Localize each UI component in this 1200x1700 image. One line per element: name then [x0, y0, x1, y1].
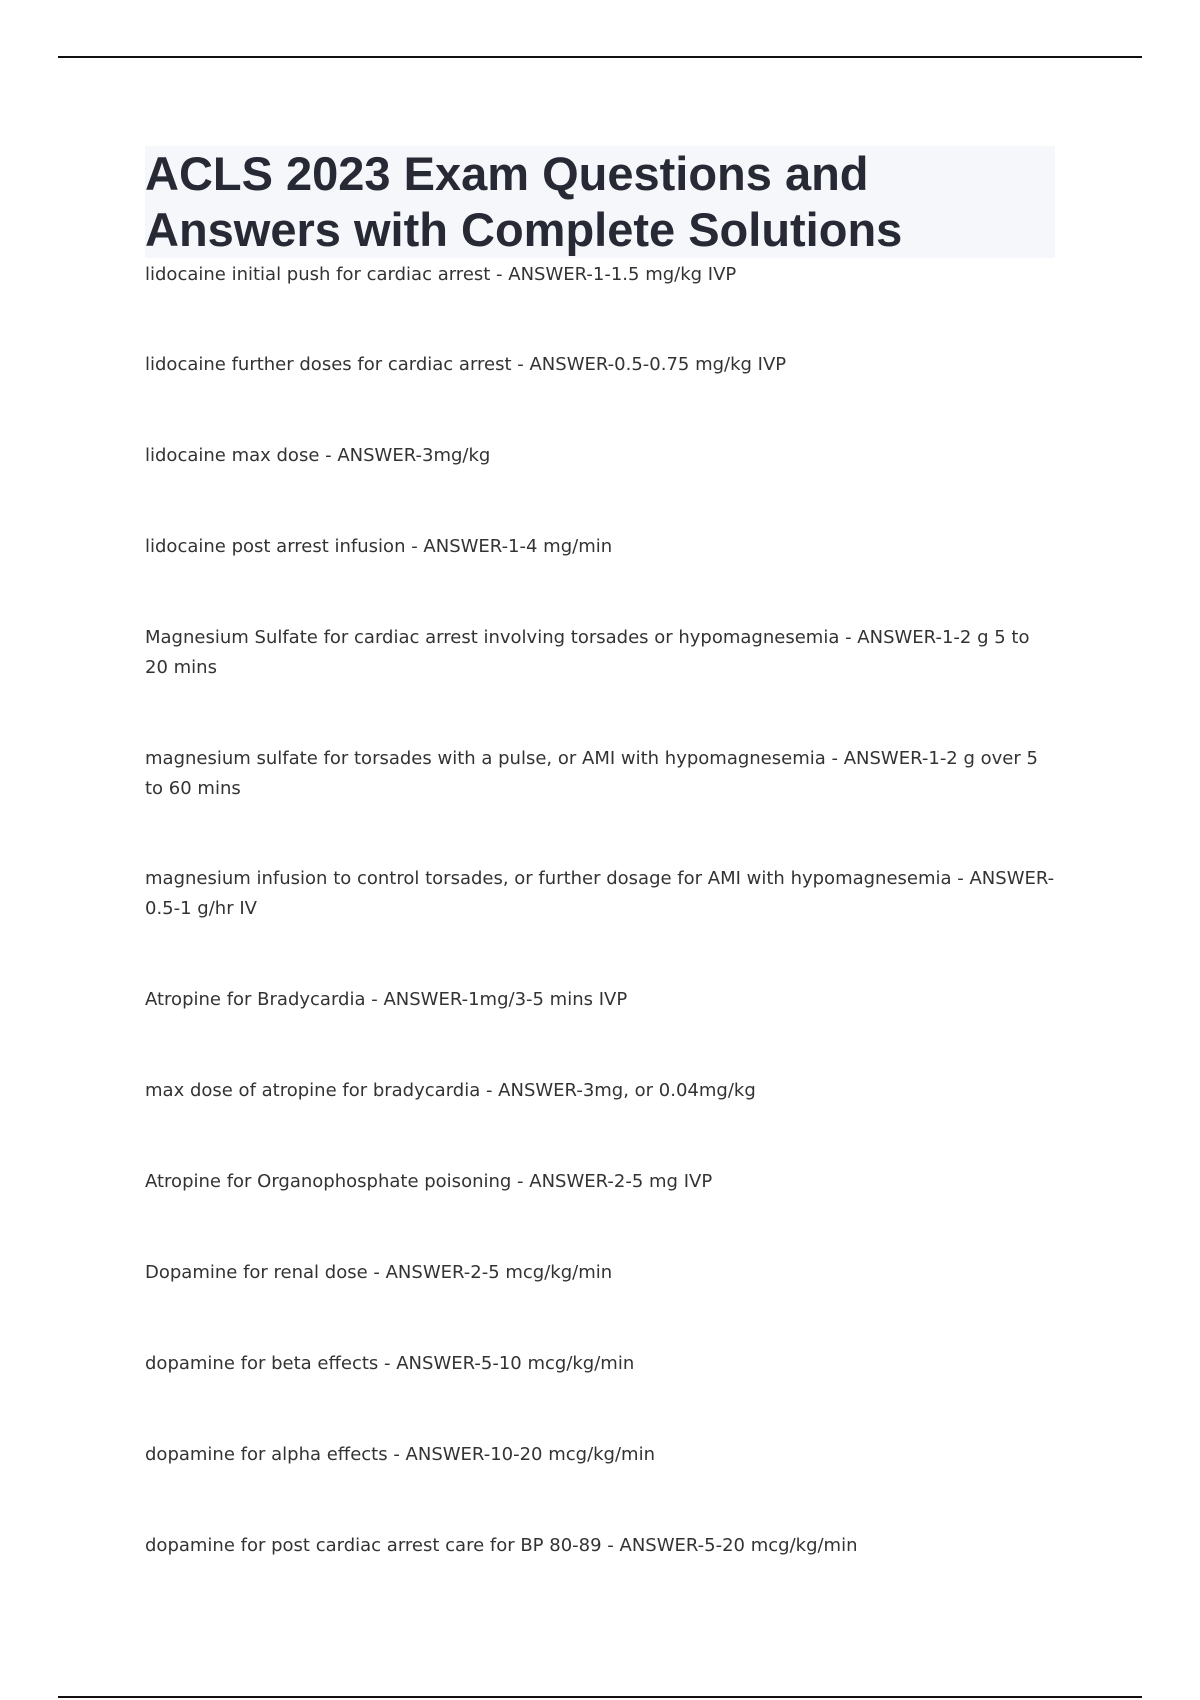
qa-item: lidocaine initial push for cardiac arrest - ANSWER-1-1.5 mg/kg IVP [145, 264, 737, 285]
qa-item: lidocaine max dose - ANSWER-3mg/kg [145, 445, 491, 466]
qa-item: dopamine for beta effects - ANSWER-5-10 mcg/kg/min [145, 1353, 635, 1374]
qa-list [145, 260, 1055, 1561]
qa-item: Atropine for Organophosphate poisoning - ANSWER-2-5 mg IVP [145, 1171, 713, 1192]
qa-item: Dopamine for renal dose - ANSWER-2-5 mcg/kg/min [145, 1262, 613, 1283]
document-body [145, 146, 1055, 1561]
qa-item: magnesium sulfate for torsades with a pulse, or AMI with hypomagnesemia - ANSWER-1-2 g over 5 to 60 mins [145, 748, 1038, 799]
bottom-divider [58, 1696, 1142, 1698]
qa-item: Magnesium Sulfate for cardiac arrest involving torsades or hypomagnesemia - ANSWER-1-2 g 5 to 20 mins [145, 627, 1030, 678]
document-title: ACLS 2023 Exam Questions and Answers with Complete Solutions [145, 147, 903, 256]
qa-item: max dose of atropine for bradycardia - ANSWER-3mg, or 0.04mg/kg [145, 1080, 756, 1101]
qa-item: Atropine for Bradycardia - ANSWER-1mg/3-5 mins IVP [145, 989, 628, 1010]
qa-item: lidocaine further doses for cardiac arrest - ANSWER-0.5-0.75 mg/kg IVP [145, 354, 787, 375]
qa-item: dopamine for alpha effects - ANSWER-10-20 mcg/kg/min [145, 1444, 655, 1465]
qa-item: dopamine for post cardiac arrest care for BP 80-89 - ANSWER-5-20 mcg/kg/min [145, 1535, 858, 1556]
qa-item: magnesium infusion to control torsades, or further dosage for AMI with hypomagnesemia - ANSWER-0.5-1 g/hr IV [145, 868, 1055, 919]
top-divider [58, 56, 1142, 58]
qa-item: lidocaine post arrest infusion - ANSWER-1-4 mg/min [145, 536, 613, 557]
title-highlight [145, 146, 1055, 258]
